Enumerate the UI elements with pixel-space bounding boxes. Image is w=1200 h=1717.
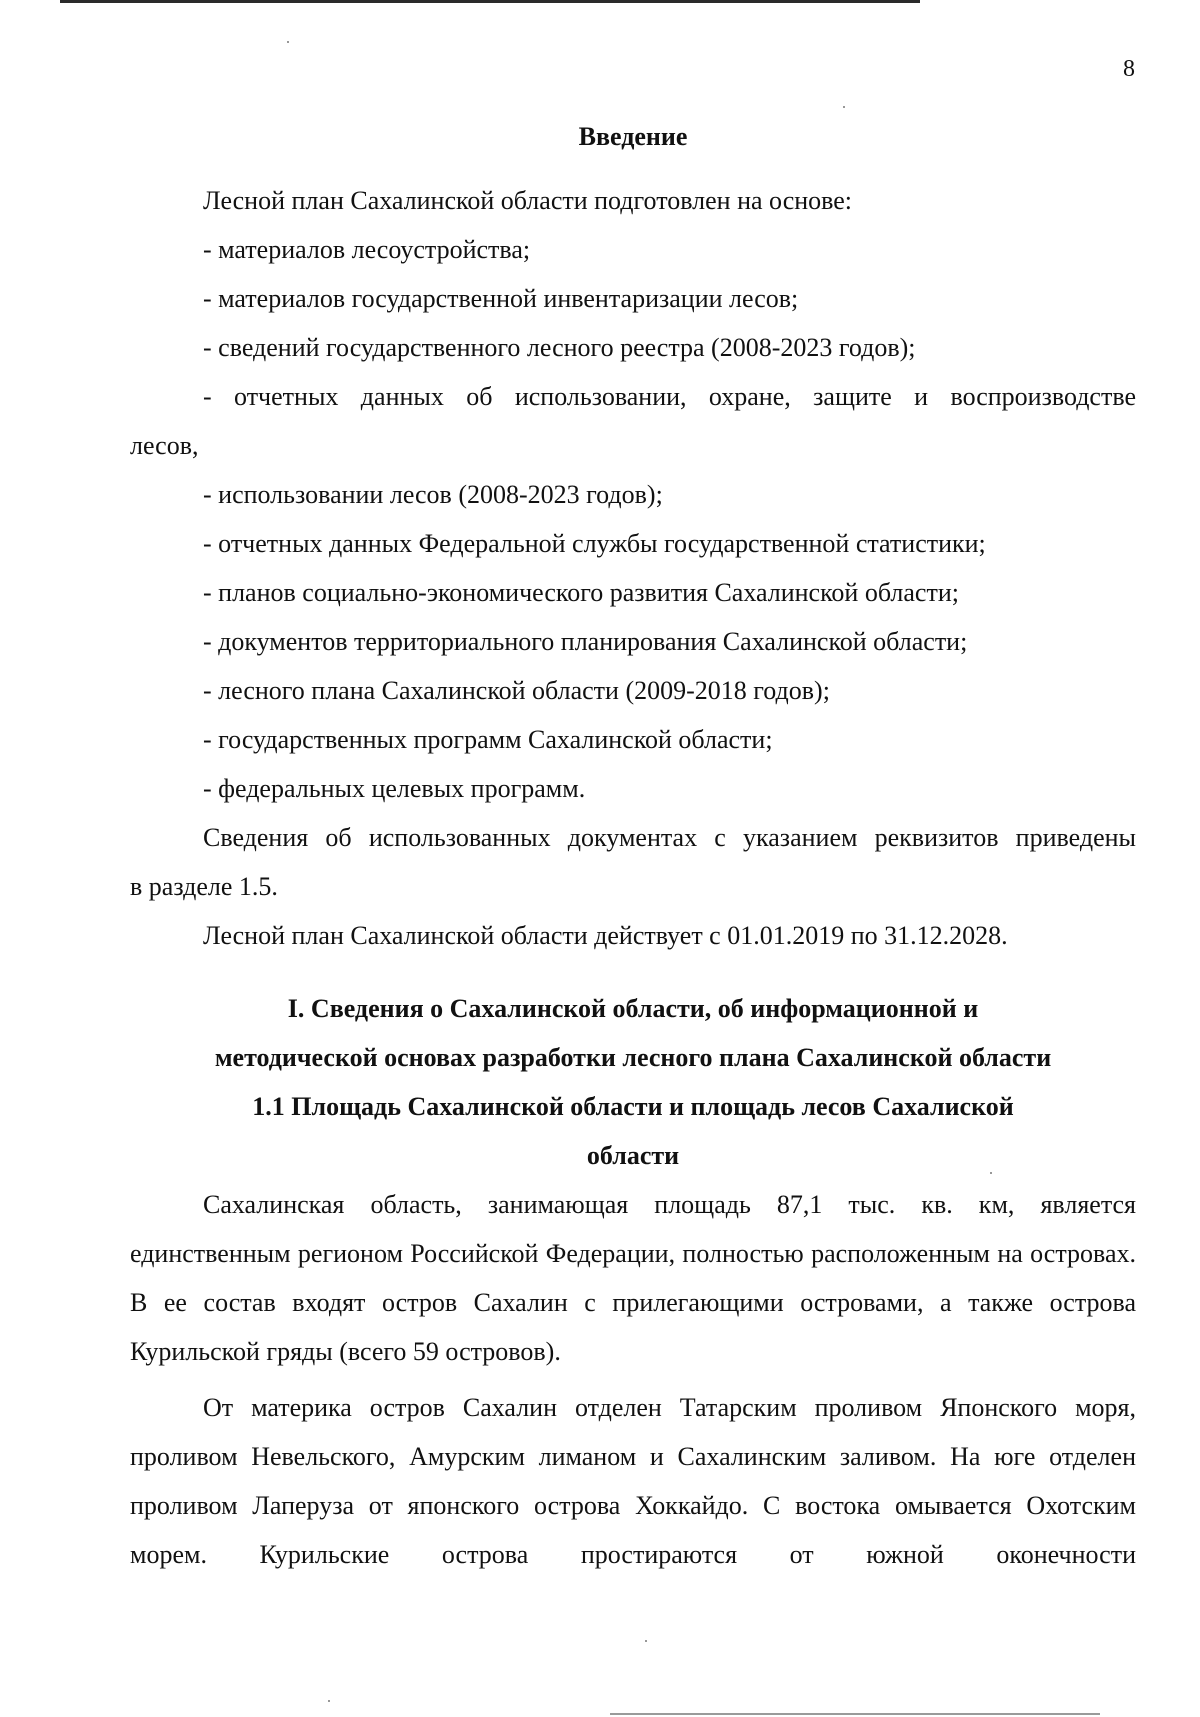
subsection-heading	[130, 1082, 1136, 1180]
section-heading-line2: методической основах разработки лесного плана Сахалинской области	[214, 1043, 1052, 1072]
intro-heading: Введение	[578, 122, 688, 151]
source-item: - сведений государственного лесного реестра (2008-2023 годов);	[203, 333, 916, 362]
section-heading-line1: I. Сведения о Сахалинской области, об информационной и	[287, 994, 979, 1023]
source-item-continuation: лесов,	[130, 431, 199, 460]
source-item: - отчетных данных Федеральной службы государственной статистики;	[203, 529, 986, 558]
scan-speck	[328, 1700, 330, 1702]
subsection-heading-line2: области	[586, 1141, 680, 1170]
intro-lead: Лесной план Сахалинской области подготовлен на основе:	[203, 186, 853, 215]
source-item: - материалов государственной инвентаризации лесов;	[203, 284, 799, 313]
paragraph-geography: От материка остров Сахалин отделен Татарским проливом Японского моря, проливом Невельского, Амурским лиманом и Сахалинским заливом. На юге отделен проливом Лаперуза от японского острова Хоккайдо. С востока омывается Охотским морем. Курильские острова простираются от южной оконечности	[130, 1393, 1136, 1569]
scan-top-edge	[60, 0, 920, 3]
document-body	[130, 112, 1136, 1579]
scan-bottom-edge	[610, 1713, 1100, 1715]
source-item: - государственных программ Сахалинской области;	[203, 725, 773, 754]
source-item: - планов социально-экономического развития Сахалинской области;	[203, 578, 959, 607]
scan-speck	[843, 106, 845, 108]
documents-note: Сведения об использованных документах с указанием реквизитов приведены	[203, 823, 1136, 852]
source-item: - отчетных данных об использовании, охране, защите и воспроизводстве	[203, 382, 1136, 411]
source-item: - федеральных целевых программ.	[203, 774, 586, 803]
source-item: - лесного плана Сахалинской области (2009-2018 годов);	[203, 676, 830, 705]
source-item: - использовании лесов (2008-2023 годов);	[203, 480, 663, 509]
documents-note-continuation: в разделе 1.5.	[130, 872, 278, 901]
scan-speck	[645, 1640, 647, 1642]
source-item: - материалов лесоустройства;	[203, 235, 531, 264]
paragraph-area: Сахалинская область, занимающая площадь 87,1 тыс. кв. км, является единственным регионом Российской Федерации, полностью расположенным на островах. В ее состав входят остров Сахалин с прилегающими островами, а также острова Курильской гряды (всего 59 островов).	[130, 1190, 1136, 1366]
source-item: - документов территориального планирования Сахалинской области;	[203, 627, 968, 656]
subsection-heading-line1: 1.1 Площадь Сахалинской области и площадь лесов Сахалиской	[252, 1092, 1014, 1121]
page-number: 8	[1123, 56, 1135, 82]
scan-speck	[287, 41, 289, 43]
plan-validity: Лесной план Сахалинской области действует с 01.01.2019 по 31.12.2028.	[203, 921, 1008, 950]
